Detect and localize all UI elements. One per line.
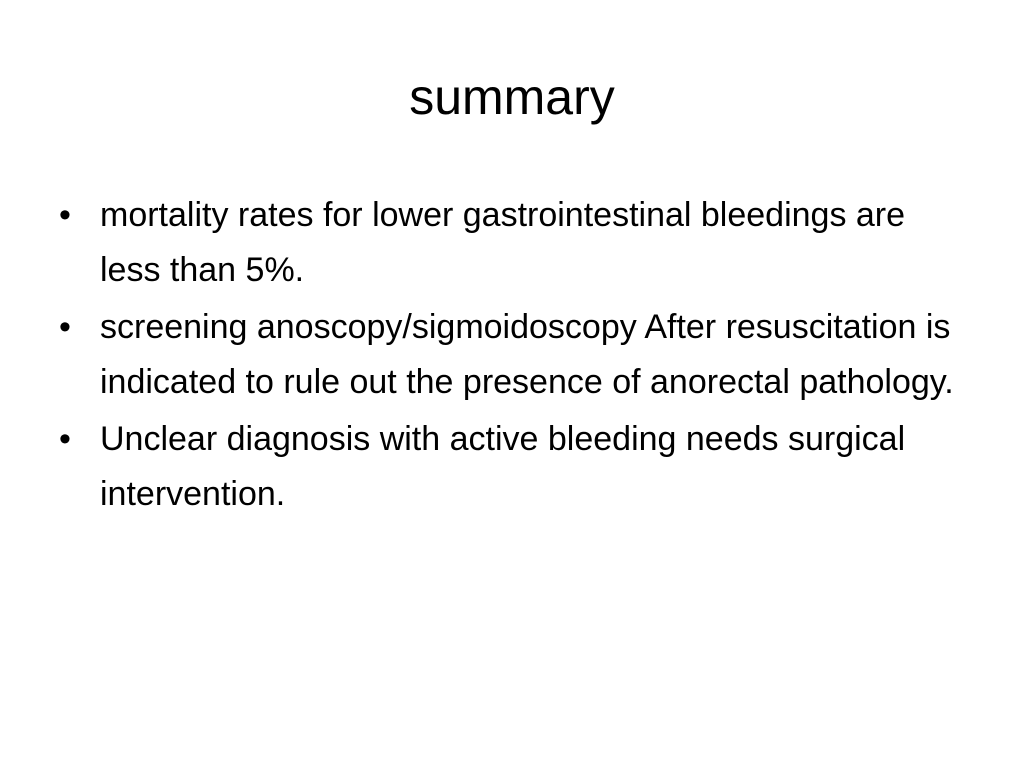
bullet-dot-icon: • bbox=[59, 196, 71, 234]
bullet-item bbox=[54, 188, 954, 298]
bullet-item bbox=[54, 300, 954, 410]
bullet-text: mortality rates for lower gastrointestinal bleedings are less than 5%. bbox=[100, 196, 906, 289]
slide-title: summary bbox=[409, 69, 615, 125]
bullet-dot-icon: • bbox=[59, 420, 71, 458]
bullet-text: Unclear diagnosis with active bleeding needs surgical intervention. bbox=[100, 420, 906, 513]
bullet-item bbox=[54, 412, 954, 522]
bullet-dot-icon: • bbox=[59, 308, 71, 346]
bullet-text: screening anoscopy/sigmoidoscopy After resuscitation is indicated to rule out the presence of anorectal pathology. bbox=[100, 308, 954, 401]
bullet-list bbox=[54, 188, 954, 524]
